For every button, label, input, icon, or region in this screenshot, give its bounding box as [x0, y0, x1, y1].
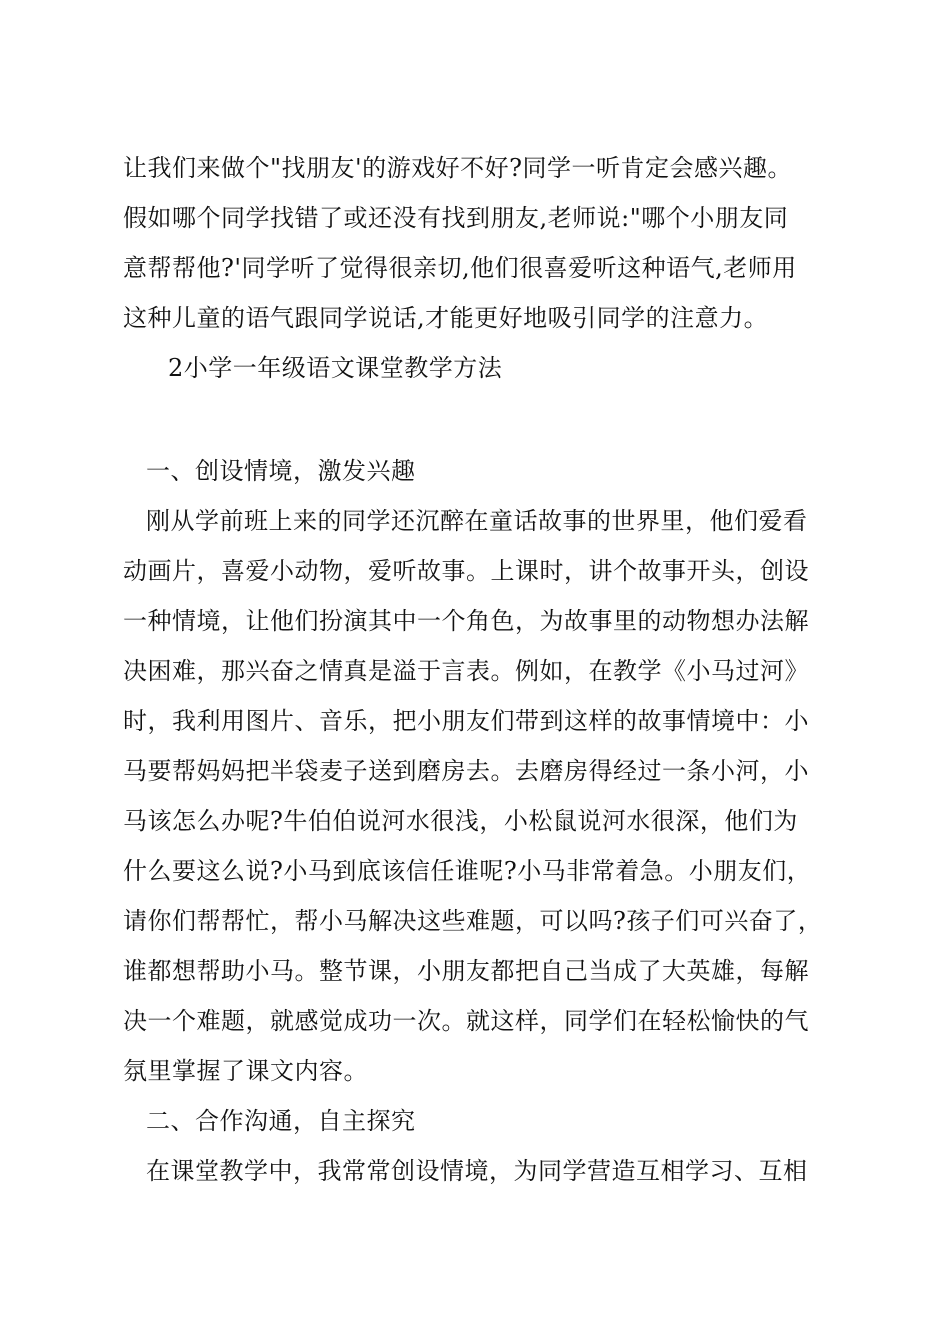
paragraph-line: 马该怎么办呢?牛伯伯说河水很浅，小松鼠说河水很深，他们为	[123, 807, 798, 835]
paragraph-line: 决困难，那兴奋之情真是溢于言表。例如，在教学《小马过河》	[123, 657, 809, 685]
paragraph-line: 马要帮妈妈把半袋麦子送到磨房去。去磨房得经过一条小河，小	[123, 757, 809, 785]
section-heading: 二、合作沟通，自主探究	[146, 1107, 416, 1135]
paragraph-line: 动画片，喜爱小动物，爱听故事。上课时，讲个故事开头，创设	[123, 557, 809, 585]
paragraph-line: 氛里掌握了课文内容。	[123, 1057, 368, 1085]
section-title: 2小学一年级语文课堂教学方法	[168, 354, 503, 382]
paragraph-line: 一种情境，让他们扮演其中一个角色，为故事里的动物想办法解	[123, 607, 809, 635]
section-heading: 一、创设情境，激发兴趣	[146, 457, 416, 485]
paragraph-line: 刚从学前班上来的同学还沉醉在童话故事的世界里，他们爱看	[146, 507, 808, 535]
paragraph-line: 什么要这么说?小马到底该信任谁呢?小马非常着急。小朋友们，	[123, 857, 812, 885]
paragraph-line: 让我们来做个"找朋友'的游戏好不好?同学一听肯定会感兴趣。	[123, 154, 793, 182]
paragraph-line: 意帮帮他?'同学听了觉得很亲切,他们很喜爱听这种语气,老师用	[123, 254, 797, 282]
paragraph-line: 在课堂教学中，我常常创设情境，为同学营造互相学习、互相	[146, 1157, 808, 1185]
paragraph-line: 决一个难题，就感觉成功一次。就这样，同学们在轻松愉快的气	[123, 1007, 809, 1035]
paragraph-line: 谁都想帮助小马。整节课，小朋友都把自己当成了大英雄，每解	[123, 957, 809, 985]
paragraph-line: 请你们帮帮忙，帮小马解决这些难题，可以吗?孩子们可兴奋了，	[123, 907, 823, 935]
paragraph-line: 假如哪个同学找错了或还没有找到朋友,老师说:"哪个小朋友同	[123, 204, 789, 232]
paragraph-line: 这种儿童的语气跟同学说话,才能更好地吸引同学的注意力。	[123, 304, 769, 332]
paragraph-line: 时，我利用图片、音乐，把小朋友们带到这样的故事情境中：小	[123, 707, 809, 735]
